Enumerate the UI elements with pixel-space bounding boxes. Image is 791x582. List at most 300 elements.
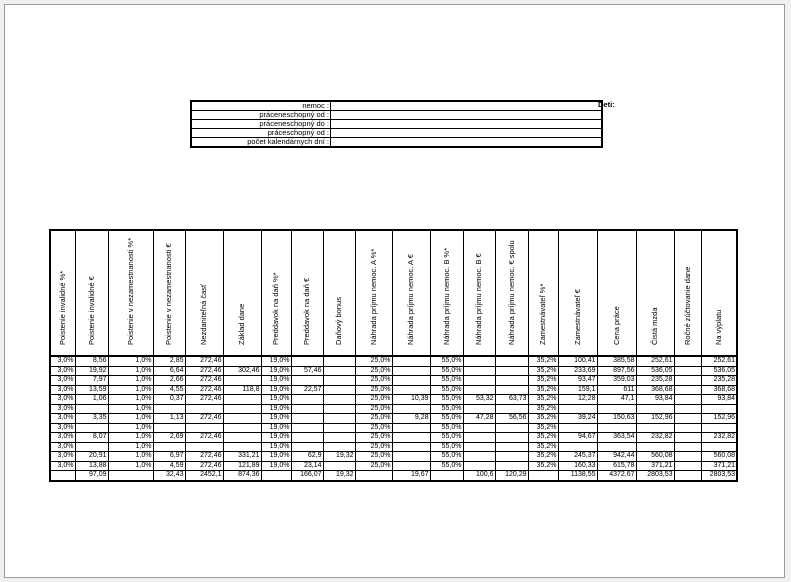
table-cell[interactable]: 55,0% <box>430 414 463 424</box>
table-cell[interactable]: 22,57 <box>291 385 323 395</box>
info-value-cell[interactable] <box>331 111 603 120</box>
table-cell[interactable]: 35,2% <box>528 414 558 424</box>
table-cell[interactable]: 25,0% <box>355 423 392 433</box>
table-cell[interactable] <box>463 366 495 376</box>
column-header <box>261 230 291 356</box>
table-cell[interactable]: 3,0% <box>50 461 75 471</box>
table-cell[interactable]: 35,2% <box>528 423 558 433</box>
table-cell[interactable] <box>463 385 495 395</box>
table-cell[interactable]: 9,28 <box>392 414 430 424</box>
table-cell[interactable]: 55,0% <box>430 366 463 376</box>
table-cell[interactable]: 55,0% <box>430 452 463 462</box>
table-cell[interactable] <box>463 376 495 386</box>
table-cell[interactable] <box>674 452 701 462</box>
table-cell[interactable] <box>674 423 701 433</box>
table-cell[interactable] <box>153 423 185 433</box>
table-cell[interactable]: 2,66 <box>153 376 185 386</box>
table-cell[interactable] <box>674 414 701 424</box>
table-cell[interactable]: 560,08 <box>636 452 674 462</box>
table-cell[interactable]: 35,2% <box>528 385 558 395</box>
table-cell[interactable]: 25,0% <box>355 414 392 424</box>
table-row <box>50 395 737 405</box>
table-cell[interactable] <box>392 433 430 443</box>
column-header-label: Poistenie v nezamestnanosti %* <box>125 237 135 345</box>
table-cell[interactable]: 35,2% <box>528 366 558 376</box>
table-cell[interactable]: 3,0% <box>50 366 75 376</box>
table-cell[interactable] <box>323 366 355 376</box>
table-cell[interactable] <box>323 404 355 414</box>
table-cell[interactable] <box>291 356 323 366</box>
table-cell[interactable] <box>323 433 355 443</box>
table-cell[interactable] <box>291 395 323 405</box>
table-cell[interactable] <box>323 423 355 433</box>
table-cell[interactable]: 368,68 <box>701 385 737 395</box>
table-cell[interactable]: 19,0% <box>261 376 291 386</box>
table-cell[interactable]: 3,35 <box>75 414 108 424</box>
column-header <box>495 230 528 356</box>
table-cell[interactable]: 55,0% <box>430 461 463 471</box>
column-header-label: Náhrada príjmu nemoc. B € <box>473 252 483 345</box>
table-cell[interactable]: 56,56 <box>495 414 528 424</box>
table-cell[interactable]: 3,0% <box>50 404 75 414</box>
info-row <box>191 111 602 120</box>
table-cell[interactable]: 363,54 <box>597 433 636 443</box>
info-value-cell[interactable] <box>331 129 603 138</box>
table-cell[interactable]: 1,06 <box>75 395 108 405</box>
table-cell[interactable] <box>463 404 495 414</box>
table-cell[interactable]: 35,2% <box>528 395 558 405</box>
table-cell[interactable]: 47,28 <box>463 414 495 424</box>
column-header-label: Náhrada príjmu nemoc. B %* <box>441 247 451 345</box>
table-cell[interactable] <box>153 442 185 452</box>
table-cell[interactable]: 10,39 <box>392 395 430 405</box>
table-cell[interactable] <box>185 442 223 452</box>
table-cell[interactable]: 55,0% <box>430 395 463 405</box>
table-cell[interactable]: 232,82 <box>636 433 674 443</box>
table-cell[interactable] <box>291 442 323 452</box>
table-cell[interactable] <box>392 356 430 366</box>
table-cell[interactable]: 1,0% <box>108 452 153 462</box>
table-cell[interactable] <box>636 404 674 414</box>
table-cell[interactable] <box>392 461 430 471</box>
table-cell[interactable] <box>223 433 261 443</box>
table-cell[interactable] <box>223 423 261 433</box>
table-cell[interactable] <box>701 404 737 414</box>
table-cell[interactable]: 235,28 <box>701 376 737 386</box>
table-cell[interactable] <box>323 395 355 405</box>
table-cell[interactable]: 55,0% <box>430 404 463 414</box>
table-cell[interactable] <box>674 404 701 414</box>
table-cell[interactable] <box>495 423 528 433</box>
table-cell[interactable] <box>392 385 430 395</box>
table-cell[interactable]: 19,92 <box>75 366 108 376</box>
table-cell[interactable] <box>495 442 528 452</box>
table-cell[interactable] <box>392 404 430 414</box>
table-cell[interactable]: 25,0% <box>355 376 392 386</box>
table-cell[interactable] <box>323 385 355 395</box>
table-cell[interactable] <box>185 423 223 433</box>
table-cell[interactable] <box>392 452 430 462</box>
table-cell[interactable]: 25,0% <box>355 356 392 366</box>
table-cell[interactable]: 55,0% <box>430 385 463 395</box>
table-cell[interactable]: 3,0% <box>50 423 75 433</box>
table-cell[interactable]: 371,21 <box>636 461 674 471</box>
table-cell[interactable]: 35,2% <box>528 442 558 452</box>
table-cell[interactable] <box>430 471 463 481</box>
table-cell[interactable]: 385,58 <box>597 356 636 366</box>
table-cell[interactable]: 3,0% <box>50 376 75 386</box>
table-cell[interactable] <box>495 356 528 366</box>
table-cell[interactable]: 1,0% <box>108 404 153 414</box>
table-cell[interactable]: 13,88 <box>75 461 108 471</box>
table-cell[interactable] <box>291 414 323 424</box>
table-cell[interactable]: 94,67 <box>558 433 597 443</box>
table-cell[interactable]: 232,82 <box>701 433 737 443</box>
table-cell[interactable]: 1138,55 <box>558 471 597 481</box>
table-cell[interactable]: 4,55 <box>153 385 185 395</box>
table-cell[interactable]: 1,0% <box>108 376 153 386</box>
table-row <box>50 376 737 386</box>
table-cell[interactable]: 245,37 <box>558 452 597 462</box>
column-header-label: Náhrada príjmu nemoc. € spolu <box>506 239 516 345</box>
children-label: Deti: <box>598 100 615 109</box>
table-cell[interactable] <box>223 356 261 366</box>
table-cell[interactable] <box>291 433 323 443</box>
table-cell[interactable] <box>108 471 153 481</box>
table-cell[interactable]: 25,0% <box>355 442 392 452</box>
table-cell[interactable]: 159,1 <box>558 385 597 395</box>
table-cell[interactable]: 25,0% <box>355 395 392 405</box>
table-cell[interactable] <box>674 376 701 386</box>
table-cell[interactable]: 166,07 <box>291 471 323 481</box>
table-cell[interactable]: 25,0% <box>355 461 392 471</box>
table-cell[interactable]: 233,69 <box>558 366 597 376</box>
table-cell[interactable]: 3,0% <box>50 395 75 405</box>
table-cell[interactable]: 19,0% <box>261 423 291 433</box>
table-cell[interactable]: 1,0% <box>108 442 153 452</box>
table-cell[interactable]: 252,61 <box>636 356 674 366</box>
table-cell[interactable]: 3,0% <box>50 414 75 424</box>
table-cell[interactable]: 2452,1 <box>185 471 223 481</box>
table-cell[interactable] <box>323 442 355 452</box>
table-cell[interactable]: 536,05 <box>701 366 737 376</box>
table-cell[interactable] <box>223 395 261 405</box>
table-cell[interactable]: 3,0% <box>50 442 75 452</box>
table-cell[interactable] <box>674 442 701 452</box>
table-cell[interactable]: 62,9 <box>291 452 323 462</box>
table-cell[interactable]: 19,67 <box>392 471 430 481</box>
table-cell[interactable]: 8,56 <box>75 356 108 366</box>
table-cell[interactable] <box>463 452 495 462</box>
table-cell[interactable] <box>495 433 528 443</box>
table-cell[interactable]: 3,0% <box>50 433 75 443</box>
table-cell[interactable]: 53,32 <box>463 395 495 405</box>
table-cell[interactable]: 359,03 <box>597 376 636 386</box>
table-cell[interactable] <box>674 385 701 395</box>
table-cell[interactable]: 55,0% <box>430 433 463 443</box>
table-cell[interactable]: 19,0% <box>261 442 291 452</box>
table-cell[interactable] <box>223 442 261 452</box>
table-cell[interactable] <box>597 442 636 452</box>
table-cell[interactable]: 93,84 <box>636 395 674 405</box>
table-cell[interactable] <box>558 423 597 433</box>
table-cell[interactable] <box>463 433 495 443</box>
table-cell[interactable]: 20,91 <box>75 452 108 462</box>
table-cell[interactable] <box>674 433 701 443</box>
table-cell[interactable] <box>528 471 558 481</box>
table-cell[interactable]: 611 <box>597 385 636 395</box>
table-cell[interactable]: 0,37 <box>153 395 185 405</box>
table-cell[interactable]: 19,0% <box>261 461 291 471</box>
table-row <box>50 442 737 452</box>
table-cell[interactable]: 63,73 <box>495 395 528 405</box>
table-cell[interactable]: 35,2% <box>528 461 558 471</box>
table-cell[interactable]: 6,64 <box>153 366 185 376</box>
table-cell[interactable]: 2803,53 <box>636 471 674 481</box>
table-cell[interactable]: 55,0% <box>430 356 463 366</box>
table-cell[interactable]: 1,0% <box>108 423 153 433</box>
table-cell[interactable]: 272,46 <box>185 433 223 443</box>
table-cell[interactable]: 536,05 <box>636 366 674 376</box>
table-cell[interactable]: 25,0% <box>355 433 392 443</box>
table-cell[interactable]: 19,0% <box>261 395 291 405</box>
table-cell[interactable] <box>558 442 597 452</box>
table-cell[interactable]: 93,47 <box>558 376 597 386</box>
table-cell[interactable]: 55,0% <box>430 423 463 433</box>
table-cell[interactable]: 272,46 <box>185 376 223 386</box>
table-cell[interactable]: 39,24 <box>558 414 597 424</box>
table-cell[interactable]: 302,46 <box>223 366 261 376</box>
table-cell[interactable]: 272,46 <box>185 414 223 424</box>
table-cell[interactable]: 371,21 <box>701 461 737 471</box>
table-cell[interactable] <box>674 395 701 405</box>
table-cell[interactable]: 25,0% <box>355 452 392 462</box>
table-cell[interactable]: 7,97 <box>75 376 108 386</box>
table-cell[interactable]: 23,14 <box>291 461 323 471</box>
table-cell[interactable]: 35,2% <box>528 356 558 366</box>
column-header <box>463 230 495 356</box>
info-value-cell[interactable] <box>331 101 603 111</box>
table-cell[interactable]: 8,07 <box>75 433 108 443</box>
table-cell[interactable]: 252,61 <box>701 356 737 366</box>
table-cell[interactable]: 35,2% <box>528 404 558 414</box>
table-cell[interactable]: 25,0% <box>355 404 392 414</box>
table-cell[interactable]: 272,46 <box>185 395 223 405</box>
table-cell[interactable]: 35,2% <box>528 452 558 462</box>
table-cell[interactable]: 1,0% <box>108 356 153 366</box>
table-cell[interactable] <box>495 461 528 471</box>
table-cell[interactable] <box>597 423 636 433</box>
table-row <box>50 414 737 424</box>
table-cell[interactable]: 2,69 <box>153 433 185 443</box>
table-cell[interactable]: 272,46 <box>185 461 223 471</box>
table-cell[interactable] <box>392 366 430 376</box>
table-cell[interactable]: 331,21 <box>223 452 261 462</box>
table-cell[interactable] <box>323 414 355 424</box>
table-cell[interactable] <box>223 404 261 414</box>
table-cell[interactable]: 4,59 <box>153 461 185 471</box>
info-value-cell[interactable] <box>331 120 603 129</box>
table-cell[interactable]: 35,2% <box>528 433 558 443</box>
table-cell[interactable] <box>597 404 636 414</box>
table-cell[interactable] <box>392 376 430 386</box>
table-cell[interactable]: 1,0% <box>108 395 153 405</box>
table-cell[interactable]: 19,0% <box>261 356 291 366</box>
table-cell[interactable]: 272,46 <box>185 452 223 462</box>
table-cell[interactable]: 3,0% <box>50 452 75 462</box>
table-cell[interactable] <box>185 404 223 414</box>
table-cell[interactable]: 272,46 <box>185 385 223 395</box>
sick-leave-info-table <box>190 100 603 148</box>
column-header-label: Zamestnávateľ € <box>572 288 582 345</box>
table-cell[interactable]: 1,0% <box>108 366 153 376</box>
table-cell[interactable]: 97,09 <box>75 471 108 481</box>
table-cell[interactable]: 272,46 <box>185 356 223 366</box>
table-cell[interactable] <box>701 423 737 433</box>
info-label: nemoc : <box>191 101 331 111</box>
table-cell[interactable] <box>636 423 674 433</box>
table-cell[interactable] <box>50 471 75 481</box>
table-cell[interactable] <box>355 471 392 481</box>
info-label: práceschopný od : <box>191 129 331 138</box>
table-cell[interactable]: 19,0% <box>261 433 291 443</box>
table-cell[interactable] <box>392 442 430 452</box>
table-cell[interactable] <box>323 356 355 366</box>
table-cell[interactable]: 100,41 <box>558 356 597 366</box>
table-cell[interactable]: 1,13 <box>153 414 185 424</box>
table-cell[interactable]: 4372,67 <box>597 471 636 481</box>
table-cell[interactable]: 25,0% <box>355 366 392 376</box>
table-cell[interactable]: 121,89 <box>223 461 261 471</box>
table-cell[interactable] <box>674 471 701 481</box>
table-cell[interactable]: 19,32 <box>323 471 355 481</box>
table-row <box>50 461 737 471</box>
table-cell[interactable] <box>674 461 701 471</box>
table-cell[interactable]: 272,46 <box>185 366 223 376</box>
table-cell[interactable]: 160,33 <box>558 461 597 471</box>
table-cell[interactable]: 55,0% <box>430 442 463 452</box>
info-value-cell[interactable] <box>331 138 603 148</box>
table-cell[interactable]: 1,0% <box>108 385 153 395</box>
column-header <box>701 230 737 356</box>
table-cell[interactable] <box>75 404 108 414</box>
table-row <box>50 404 737 414</box>
table-cell[interactable]: 93,84 <box>701 395 737 405</box>
table-cell[interactable]: 150,63 <box>597 414 636 424</box>
table-cell[interactable]: 19,0% <box>261 414 291 424</box>
table-cell[interactable]: 615,78 <box>597 461 636 471</box>
table-cell[interactable]: 19,32 <box>323 452 355 462</box>
table-cell[interactable]: 100,6 <box>463 471 495 481</box>
table-cell[interactable] <box>636 442 674 452</box>
table-cell[interactable] <box>674 356 701 366</box>
table-cell[interactable]: 57,46 <box>291 366 323 376</box>
table-cell[interactable] <box>75 423 108 433</box>
table-cell[interactable] <box>291 423 323 433</box>
table-cell[interactable] <box>701 442 737 452</box>
table-row <box>50 366 737 376</box>
table-cell[interactable] <box>463 461 495 471</box>
table-cell[interactable]: 560,08 <box>701 452 737 462</box>
table-cell[interactable] <box>75 442 108 452</box>
table-cell[interactable]: 3,0% <box>50 356 75 366</box>
table-cell[interactable]: 2803,53 <box>701 471 737 481</box>
table-cell[interactable] <box>323 461 355 471</box>
table-cell[interactable] <box>495 366 528 376</box>
table-cell[interactable]: 55,0% <box>430 376 463 386</box>
table-cell[interactable] <box>153 404 185 414</box>
column-header <box>291 230 323 356</box>
table-cell[interactable] <box>392 423 430 433</box>
table-cell[interactable] <box>495 452 528 462</box>
table-cell[interactable]: 35,2% <box>528 376 558 386</box>
table-cell[interactable]: 235,28 <box>636 376 674 386</box>
table-cell[interactable] <box>291 404 323 414</box>
table-cell[interactable]: 2,85 <box>153 356 185 366</box>
column-header-label: Nezdaniteľná časť <box>198 283 208 345</box>
table-row <box>50 356 737 366</box>
table-cell[interactable]: 152,96 <box>636 414 674 424</box>
table-row <box>50 423 737 433</box>
column-header-label: Čistá mzda <box>649 306 659 345</box>
table-cell[interactable] <box>463 356 495 366</box>
table-cell[interactable] <box>463 423 495 433</box>
table-cell[interactable] <box>495 385 528 395</box>
table-cell[interactable]: 32,43 <box>153 471 185 481</box>
column-header <box>323 230 355 356</box>
table-cell[interactable]: 12,28 <box>558 395 597 405</box>
table-cell[interactable]: 19,0% <box>261 404 291 414</box>
table-cell[interactable]: 1,0% <box>108 461 153 471</box>
column-header <box>108 230 153 356</box>
info-label: práceneschopný do : <box>191 120 331 129</box>
table-cell[interactable]: 6,97 <box>153 452 185 462</box>
table-cell[interactable]: 19,0% <box>261 385 291 395</box>
table-cell[interactable] <box>495 376 528 386</box>
table-cell[interactable]: 368,68 <box>636 385 674 395</box>
table-cell[interactable]: 874,36 <box>223 471 261 481</box>
table-cell[interactable] <box>558 404 597 414</box>
table-cell[interactable]: 1,0% <box>108 433 153 443</box>
table-cell[interactable] <box>291 376 323 386</box>
table-cell[interactable]: 13,59 <box>75 385 108 395</box>
table-cell[interactable]: 25,0% <box>355 385 392 395</box>
table-cell[interactable]: 3,0% <box>50 385 75 395</box>
column-header-label: Zamestnávateľ %* <box>537 283 547 345</box>
table-cell[interactable]: 120,29 <box>495 471 528 481</box>
table-cell[interactable] <box>223 414 261 424</box>
totals-row <box>50 471 737 481</box>
table-cell[interactable]: 1,0% <box>108 414 153 424</box>
table-row <box>50 385 737 395</box>
table-cell[interactable]: 19,0% <box>261 366 291 376</box>
table-cell[interactable]: 152,96 <box>701 414 737 424</box>
table-cell[interactable]: 897,56 <box>597 366 636 376</box>
table-cell[interactable] <box>674 366 701 376</box>
table-cell[interactable] <box>495 404 528 414</box>
table-cell[interactable]: 47,1 <box>597 395 636 405</box>
column-header <box>528 230 558 356</box>
info-label: počet kalendárnych dní : <box>191 138 331 148</box>
table-cell[interactable] <box>223 376 261 386</box>
table-cell[interactable]: 19,0% <box>261 452 291 462</box>
table-cell[interactable] <box>323 376 355 386</box>
table-cell[interactable] <box>463 442 495 452</box>
table-cell[interactable]: 942,44 <box>597 452 636 462</box>
column-header-label: Ročné zúčtovanie dane <box>682 266 692 345</box>
table-cell[interactable]: 118,8 <box>223 385 261 395</box>
table-cell[interactable] <box>261 471 291 481</box>
